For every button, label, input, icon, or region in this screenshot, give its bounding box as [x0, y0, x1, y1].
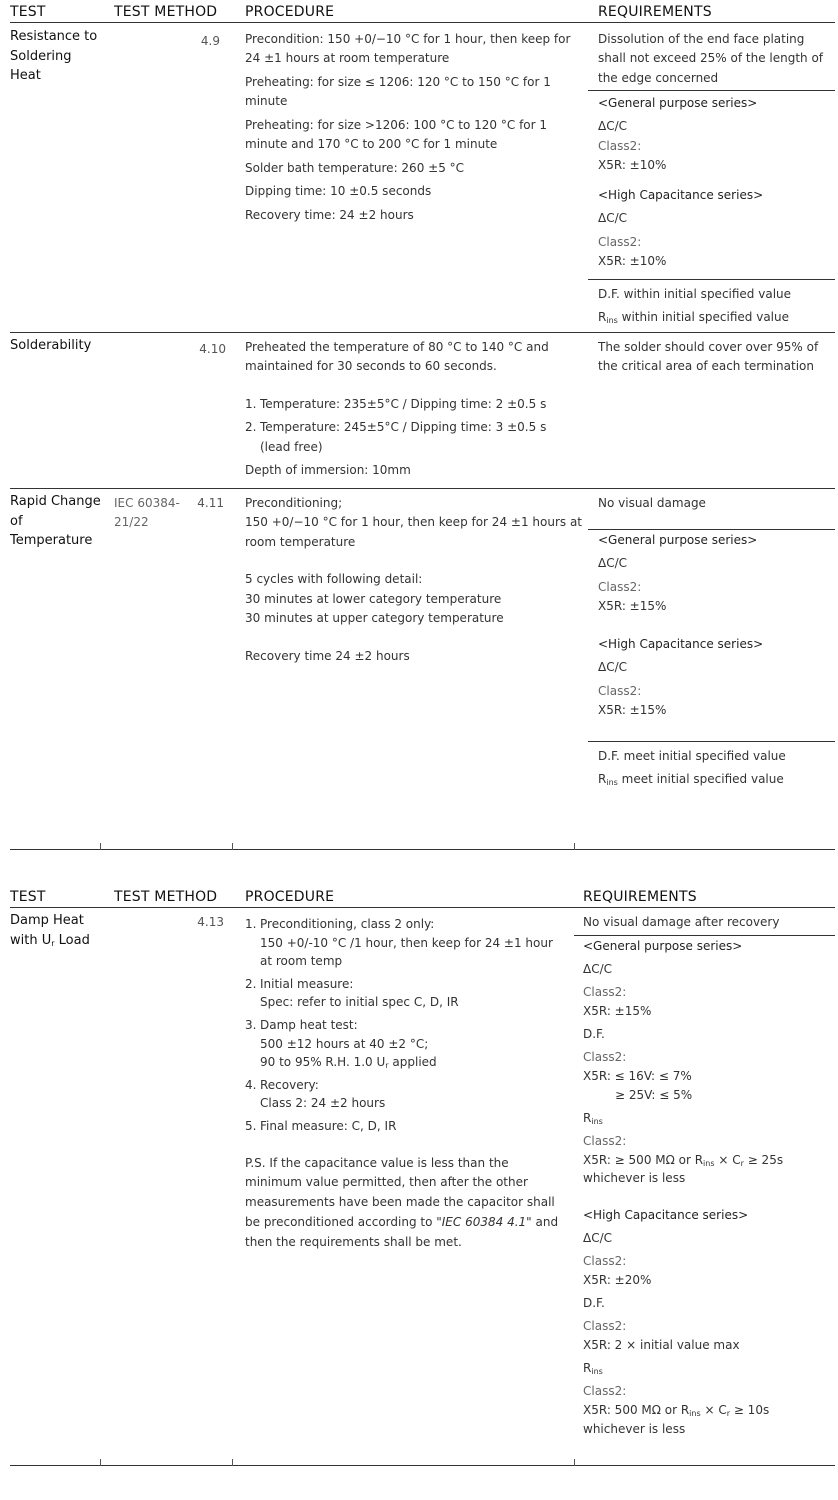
list-item: 5. Final measure: C, D, IR — [245, 1118, 397, 1133]
header-procedure: PROCEDURE — [245, 4, 335, 20]
requirement-text: No visual damage after recovery — [583, 915, 780, 929]
list-item: 1. Temperature: 235±5°C / Dipping time: 2 ±0.5 s — [245, 396, 547, 411]
procedure-text: Preconditioning; 150 +0/−10 °C for 1 hour, then keep for 24 ±1 hours at room temperature 5 cycles with following detail: 30 minutes at lower category temperature 30 minutes at upper category temperature Recovery time 24 ±2 hours — [245, 496, 583, 663]
requirement-text: <General purpose series> ΔC/C Class2: X5R: ±15% D.F. Class2: X5R: ≤ 16V: ≤ 7% ≥ 25V: ≤ 5% $R_{ins}$ Class2: X5R: ≥ 500 MΩ or $R_{ins} \times C_r \ge 25s$ whichever is less <High Capacitance series> ΔC/C Class2: X5R: ±20% D.F. Class2: X5R: 2 × initial value max $R_{ins}$ Class2: X5R: 500 MΩ or $R_{ins} \times C_r \ge 10s$ whichever is less — [583, 939, 784, 1436]
rule — [588, 741, 835, 742]
list-item: 3. Damp heat test: 500 ±12 hours at 40 ±2 °C; 90 to 95% R.H. 1.0 $U_r$ applied — [245, 1017, 437, 1071]
header-rule — [10, 22, 835, 23]
requirement-text: Dissolution of the end face plating shall not exceed 25% of the length of the edge concerned — [598, 32, 824, 85]
requirement-text: <General purpose series> ΔC/C Class2: X5R: ±10% <High Capacitance series> ΔC/C Class2: X5R: ±10% — [598, 96, 764, 269]
procedure-text — [245, 915, 567, 1253]
header-requirements: REQUIREMENTS — [583, 889, 697, 905]
column-tick — [574, 1459, 575, 1466]
rule — [588, 90, 835, 91]
requirement-text: No visual damage — [598, 496, 706, 510]
test-name: Solderability — [10, 338, 92, 353]
column-tick — [100, 843, 101, 850]
table-bottom-rule — [10, 849, 835, 850]
procedure-text: Preheated the temperature of 80 °C to 140 °C and maintained for 30 seconds to 60 seconds. 1. Temperature: 235±5°C / Dipping time: 2 ±0.5 s 2. Temperature: 245±5°C / Dipping time: 3 ±0.5 s (lead free) Depth of immersion: 10mm — [245, 338, 565, 481]
header-test-method: TEST METHOD — [114, 889, 218, 905]
test-method: IEC 60384- 21/22 — [114, 496, 180, 530]
rule — [588, 529, 835, 530]
procedure-steps — [245, 915, 567, 1136]
clause-number: 4.10 — [199, 342, 226, 356]
header-procedure: PROCEDURE — [245, 889, 335, 905]
header-test: TEST — [10, 889, 46, 905]
requirement-text: D.F. meet initial specified value $R_{ins}$ meet initial specified value — [598, 749, 786, 788]
procedure-list — [245, 395, 565, 457]
table-bottom-rule — [10, 1465, 835, 1466]
header-rule — [10, 907, 835, 908]
ps-note: P.S. If the capacitance value is less than the minimum value permitted, then after the other measurements have been made the capacitor shall be preconditioned according to "IEC 60384 4.1" and then the requirements shall be met. — [245, 1155, 559, 1249]
clause-number: 4.11 — [197, 496, 224, 510]
test-name: Resistance to Soldering Heat — [10, 29, 98, 83]
list-item: 2. Initial measure: Spec: refer to initial spec C, D, IR — [245, 976, 459, 1010]
row-rule — [10, 332, 835, 333]
column-tick — [232, 843, 233, 850]
rule — [574, 935, 835, 936]
header-test: TEST — [10, 4, 46, 20]
list-item: 1. Preconditioning, class 2 only: 150 +0/-10 °C /1 hour, then keep for 24 ±1 hour at room temp — [245, 917, 553, 969]
requirement-text: <General purpose series> ΔC/C Class2: X5R: ±15% <High Capacitance series> ΔC/C Class2: X5R: ±15% — [598, 533, 764, 718]
requirement-text: The solder should cover over 95% of the critical area of each termination — [598, 340, 819, 374]
header-requirements: REQUIREMENTS — [598, 4, 712, 20]
header-test-method: TEST METHOD — [114, 4, 218, 20]
procedure-text: Precondition: 150 +0/−10 °C for 1 hour, then keep for 24 ±1 hours at room temperature Preheating: for size ≤ 1206: 120 °C to 150 °C for 1 minute Preheating: for size >1206: 100 °C to 120 °C for 1 minute and 170 °C to 200 °C for 1 minute Solder bath temperature: 260 ±5 °C Dipping time: 10 ±0.5 seconds Recovery time: 24 ±2 hours — [245, 32, 571, 222]
list-item: 2. Temperature: 245±5°C / Dipping time: 3 ±0.5 s (lead free) — [245, 420, 547, 454]
rule — [588, 279, 835, 280]
row-rule — [10, 488, 835, 489]
clause-number: 4.13 — [197, 915, 224, 929]
list-item: 4. Recovery: Class 2: 24 ±2 hours — [245, 1077, 386, 1111]
test-name: Damp Heat with $U_r$ Load — [10, 913, 90, 948]
clause-number: 4.9 — [200, 34, 220, 48]
test-name: Rapid Change of Temperature — [10, 494, 101, 548]
column-tick — [100, 1459, 101, 1466]
requirement-text: D.F. within initial specified value $R_{ins}$ within initial specified value — [598, 287, 792, 326]
column-tick — [232, 1459, 233, 1466]
column-tick — [574, 843, 575, 850]
